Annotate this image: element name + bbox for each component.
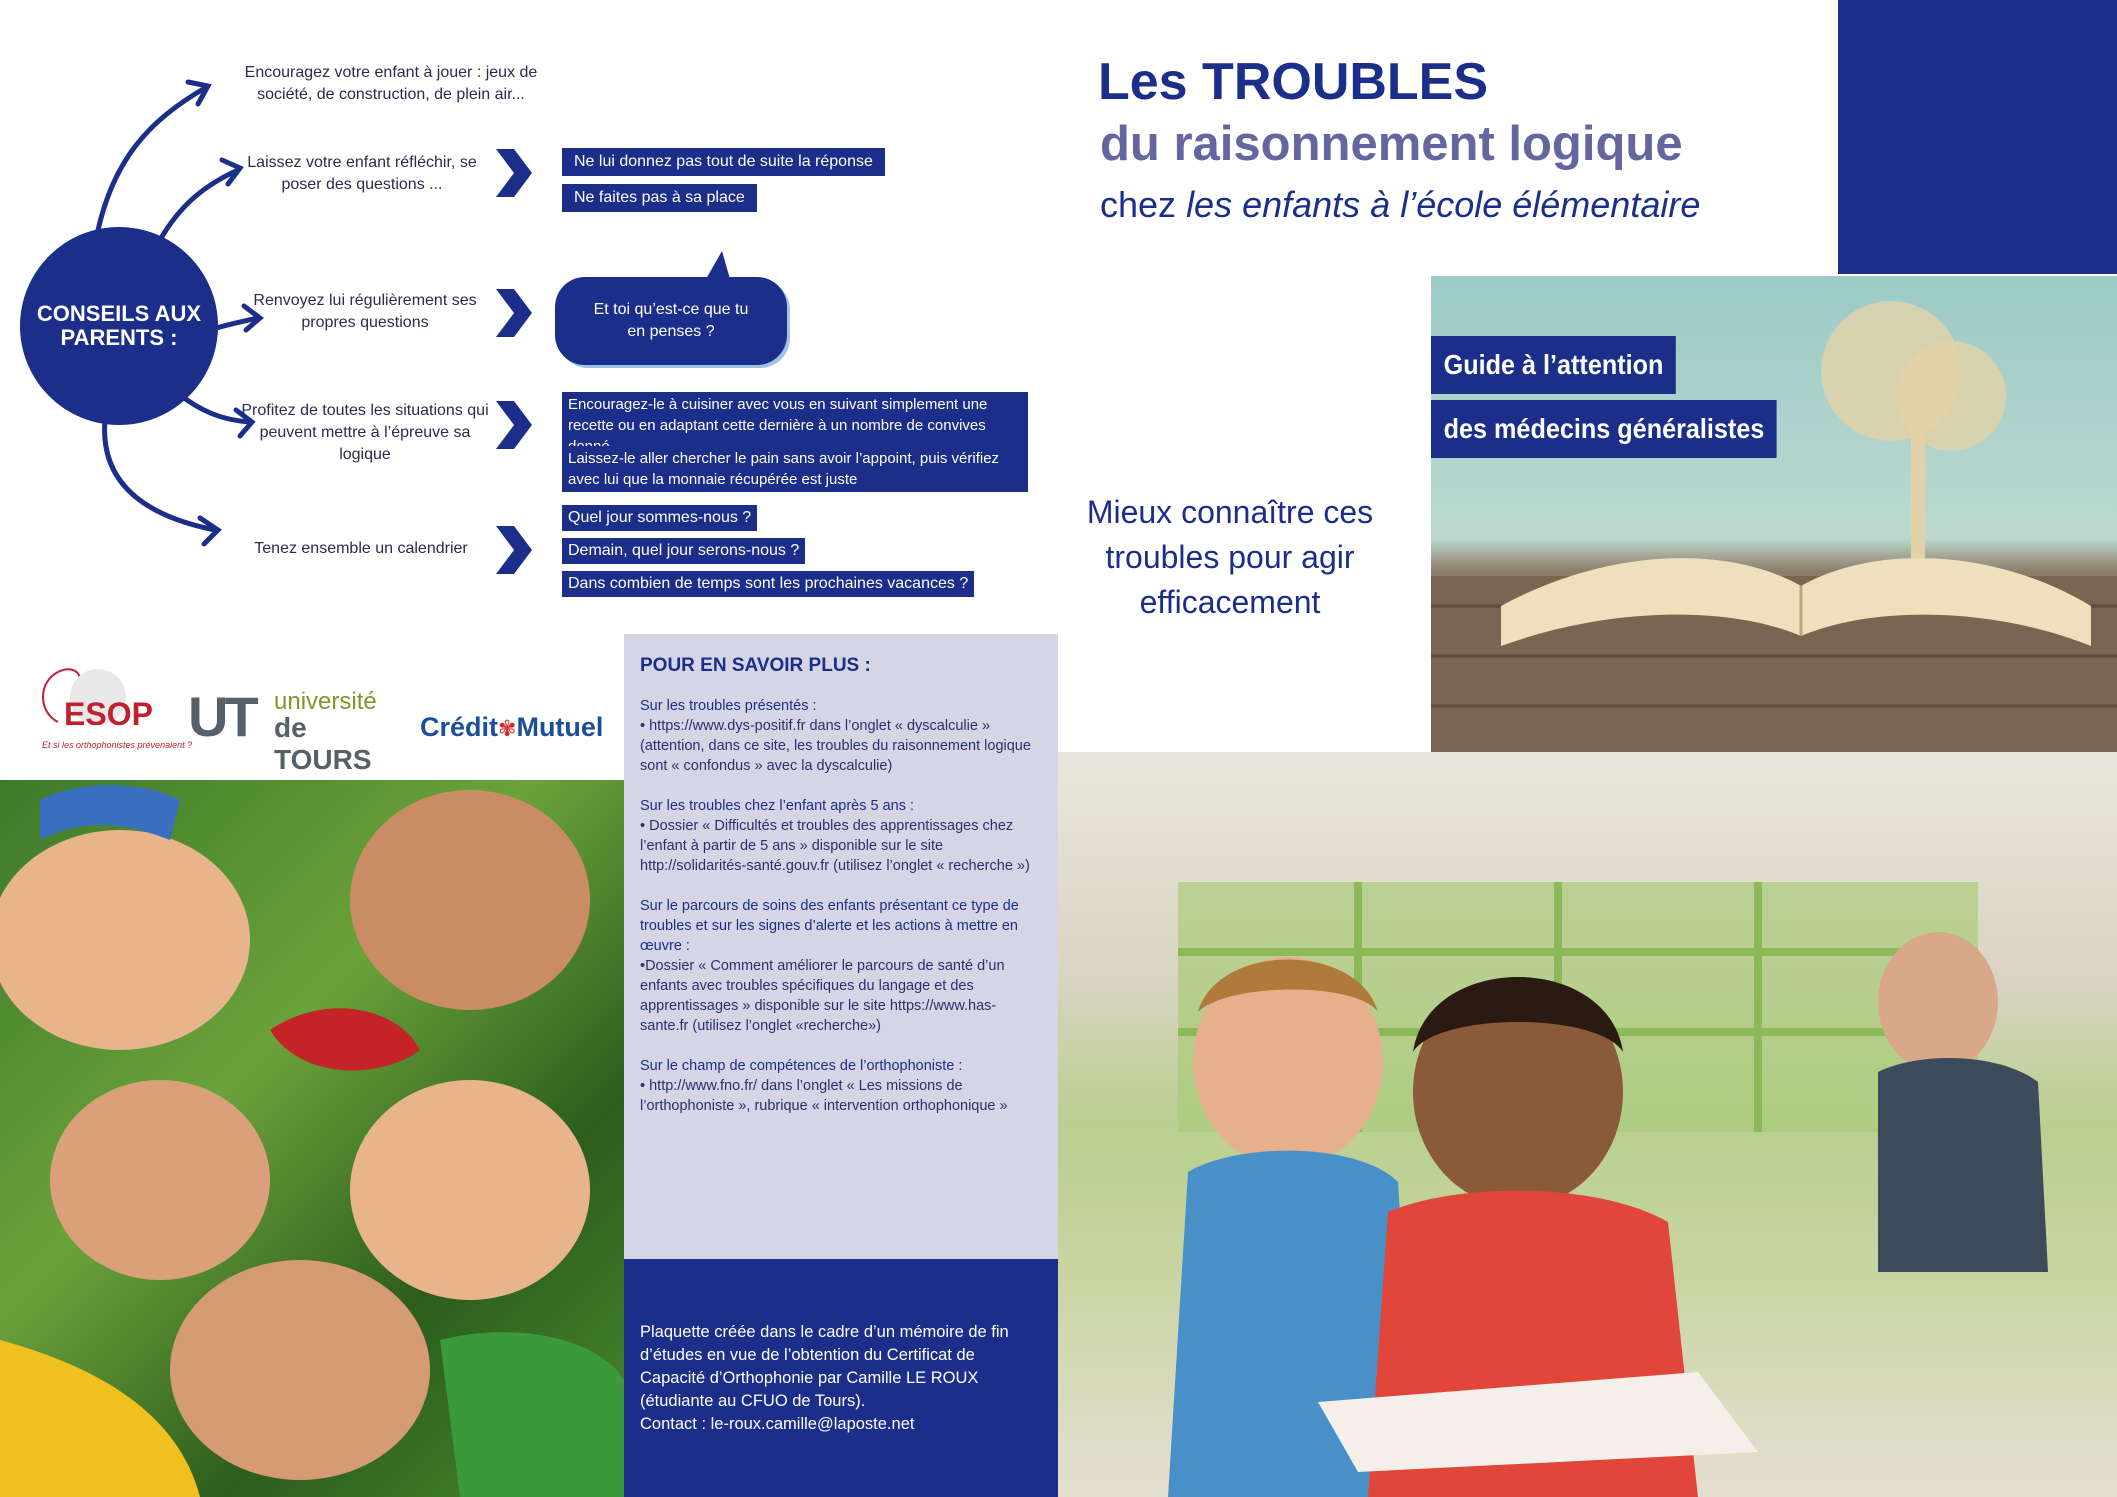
ut-mark: UT: [188, 685, 255, 748]
esop-logo: [28, 652, 193, 752]
kids-illustration: [0, 780, 624, 1497]
classroom-photo: [1058, 752, 2117, 1497]
chevron-right-icon: [494, 147, 534, 199]
calendar-bar: Demain, quel jour serons-nous ?: [562, 538, 805, 564]
cm-emblem-icon: ✾: [498, 716, 517, 741]
calendar-bar: Dans combien de temps sont les prochaines vacances ?: [562, 571, 974, 597]
info-subtitle: Sur le champ de compétences de l’orthophoniste :: [640, 1058, 963, 1074]
situation-bar: Encouragez-le à cuisiner avec vous en suivant simplement une recette ou en adaptant cette dernière à un nombre de convives: [562, 392, 1028, 459]
bubble-tail: [700, 247, 740, 281]
title-line1: Les TROUBLES: [1098, 53, 1489, 111]
guide-line2: des médecins généralistes: [1431, 400, 1777, 458]
corner-block: [1838, 0, 2117, 274]
esop-name: ESOP: [64, 696, 153, 732]
info-panel: [624, 634, 1058, 1259]
info-body: • http://www.fno.fr/ dans l’onglet « Les missions de l’orthophoniste », rubrique « intervention orthophonique »: [640, 1078, 1008, 1114]
chevron-right-icon: [494, 287, 534, 339]
univ-tours-logo: [188, 680, 398, 775]
credits-contact: Contact : le-roux.camille@laposte.net: [640, 1415, 915, 1433]
cover-subtitle: Mieux connaître ces troubles pour agir efficacement: [1086, 494, 1374, 620]
info-body: • Dossier « Difficultés et troubles des apprentissages chez l’enfant à partir de 5 ans » disponible sur le site http://solidarités-santé.gouv.fr (utilisez l’onglet « recherche »): [640, 818, 1030, 874]
conseils-circle: [20, 227, 218, 425]
tip-situations: Profitez de toutes les situations qui peuvent mettre à l’épreuve sa logique: [241, 402, 489, 463]
tip-calendrier: Tenez ensemble un calendrier: [254, 540, 468, 557]
info-body: •Dossier « Comment améliorer le parcours de santé d’un enfants avec troubles spécifiques du langage et des apprentissages » disponible sur le site https://www.has-sante.fr (utilisez l’onglet «recherche»): [640, 958, 1005, 1034]
conseils-label: CONSEILS AUX PARENTS :: [36, 301, 202, 350]
title-line3-italic: les enfants à l’école élémentaire: [1186, 184, 1701, 225]
info-subtitle: Sur le parcours de soins des enfants présentant ce type de troubles et sur les signes d’alerte et les actions à mettre en œuvre :: [640, 898, 1019, 954]
info-body: • https://www.dys-positif.fr dans l’onglet « dyscalculie » (attention, dans ce site, les troubles du raisonnement logique sont « confondus » avec la dyscalculie): [640, 718, 1031, 774]
ut-line2: de TOURS: [274, 712, 372, 775]
info-subtitle: Sur les troubles chez l’enfant après 5 ans :: [640, 798, 915, 814]
situation-bar: Laissez-le aller chercher le pain sans avoir l’appoint, puis vérifiez avec lui que la monnaie récupérée est juste: [562, 446, 1028, 492]
bubble-text: Et toi qu’est-ce que tu en penses ?: [593, 301, 749, 340]
calendar-bar: Quel jour sommes-nous ?: [562, 505, 757, 531]
classroom-illustration: [1058, 752, 2117, 1497]
title-line3: [1100, 184, 1700, 226]
cm-word2: Mutuel: [516, 712, 604, 742]
credits-panel: [624, 1259, 1058, 1497]
cm-word1: Crédit: [420, 712, 499, 742]
credits-text: Plaquette créée dans le cadre d’un mémoire de fin d’études en vue de l’obtention du Certificat de Capacité d’Orthophonie par Camille LE ROUX (étudiante au CFUO de Tours).: [640, 1323, 1009, 1410]
think-bar: Ne faites pas à sa place: [562, 184, 757, 212]
esop-tagline: Et si les orthophonistes prévenaient ?: [42, 740, 193, 750]
info-subtitle: Sur les troubles présentés :: [640, 698, 817, 714]
info-heading: POUR EN SAVOIR PLUS :: [640, 655, 871, 676]
guide-line1: Guide à l’attention: [1431, 336, 1676, 394]
tip-renvoyez: Renvoyez lui régulièrement ses propres questions: [253, 292, 477, 331]
tip-reflechir: Laissez votre enfant réfléchir, se poser des questions ...: [247, 154, 477, 193]
think-bar: Ne lui donnez pas tout de suite la réponse: [562, 148, 885, 176]
speech-bubble: [555, 277, 787, 365]
chevron-right-icon: [494, 399, 534, 451]
chevron-right-icon: [494, 524, 534, 576]
kids-photo: [0, 780, 624, 1497]
title-line3-plain: chez: [1100, 184, 1177, 225]
title-line2: du raisonnement logique: [1100, 117, 1683, 171]
credit-mutuel-logo: [420, 712, 603, 743]
tip-jouer: Encouragez votre enfant à jouer : jeux de société, de construction, de plein air...: [244, 64, 538, 103]
ut-line1: université: [274, 688, 377, 715]
